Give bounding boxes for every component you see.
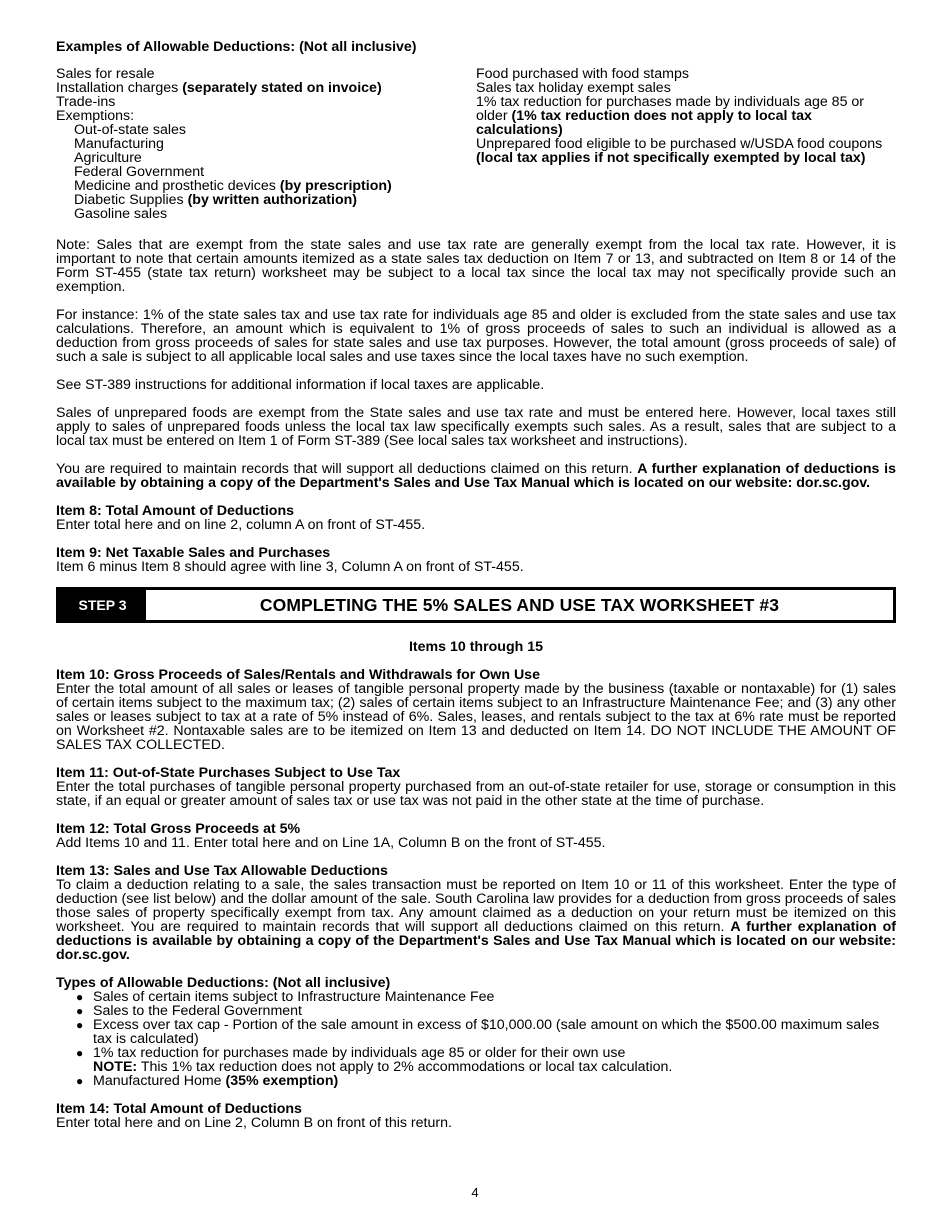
exemptions-list: [56, 123, 466, 221]
exemption-gasoline: Gasoline sales: [74, 206, 168, 222]
page-number: 4: [471, 1185, 479, 1200]
item12-heading: Item 12: Total Gross Proceeds at 5%: [56, 821, 301, 837]
records-paragraph: You are required to maintain records that will support all deductions claimed on this return. A further explanation of deductions is available by obtaining a copy of the Department's Sales and Use Tax Manual which is located on our website: dor.sc.gov.: [56, 461, 896, 491]
examples-columns: [56, 67, 896, 221]
example-installation: Installation charges (separately stated on invoice): [56, 80, 382, 96]
item14-heading: Item 14: Total Amount of Deductions: [56, 1101, 302, 1117]
item8-heading: Item 8: Total Amount of Deductions: [56, 503, 295, 519]
note-paragraph: Note: Sales that are exempt from the state sales and use tax rate are generally exempt from the local tax rate. However, it is important to note that certain amounts itemized as a state sales tax deduction on Item 7 or 13, and subtracted on Item 8 or 14 of the Form ST-455 (state tax return) worksheet may be subject to a local tax since the local tax may not specifically provide such an exemption.: [56, 237, 896, 295]
example-sales-for-resale: Sales for resale: [56, 66, 155, 82]
item8-text: Enter total here and on line 2, column A on front of ST-455.: [56, 517, 426, 533]
item9-text: Item 6 minus Item 8 should agree with line 3, Column A on front of ST-455.: [56, 559, 524, 575]
examples-right-column: [476, 67, 896, 221]
item11-text: Enter the total purchases of tangible personal property purchased from an out-of-state retailer for use, storage or consumption in this state, if an equal or greater amount of sales tax or use tax was not paid in the other state at the time of purchase.: [56, 779, 896, 809]
examples-left-column: [56, 67, 466, 221]
exemption-out-of-state: Out-of-state sales: [74, 122, 186, 138]
item10-text: Enter the total amount of all sales or leases of tangible personal property made by the business (taxable or nontaxable) for (1) sales of certain items subject to the maximum tax; (2) sales of certain items subject to an Infrastructure Maintenance Fee; and (3) any other sales or leases subject to tax at a rate of 5% instead of 6%. Sales, leases, and rentals subject to the tax at 6% rate must be reported on Worksheet #2. Nontaxable sales are to be itemized on Item 13 and deducted on Item 14. DO NOT INCLUDE THE AMOUNT OF SALES TAX COLLECTED.: [56, 681, 896, 753]
item10-heading: Item 10: Gross Proceeds of Sales/Rentals and Withdrawals for Own Use: [56, 667, 540, 683]
types-list: [56, 990, 896, 1088]
page-content: [56, 40, 896, 1130]
list-item: ● Excess over tax cap - Portion of the sale amount in excess of $10,000.00 (sale amount on which the $500.00 maximum sales tax is calculated): [76, 1018, 896, 1046]
item11-heading: Item 11: Out-of-State Purchases Subject to Use Tax: [56, 765, 401, 781]
item13-text: To claim a deduction relating to a sale, the sales transaction must be reported on Item 10 or 11 of this worksheet. Enter the type of deduction (see list below) and the dollar amount of the sale. South Carolina law provides for a deduction from gross proceeds of sales those sales of property specifically exempt from tax. Any amount claimed as a deduction on your return must be itemized on this worksheet. You are required to maintain records that will support all deductions claimed on this return. A further explanation of deductions is available by obtaining a copy of the Department's Sales and Use Tax Manual which is located on our website: dor.sc.gov.: [56, 877, 896, 963]
item12-text: Add Items 10 and 11. Enter total here and on Line 1A, Column B on the front of ST-455.: [56, 835, 606, 851]
item9-heading: Item 9: Net Taxable Sales and Purchases: [56, 545, 331, 561]
exemption-diabetic: Diabetic Supplies (by written authorization): [74, 192, 358, 208]
step3-title: COMPLETING THE 5% SALES AND USE TAX WORKSHEET #3: [259, 595, 780, 615]
item13-heading: Item 13: Sales and Use Tax Allowable Deductions: [56, 863, 388, 879]
see-paragraph: See ST-389 instructions for additional information if local taxes are applicable.: [56, 377, 545, 393]
list-item: ● 1% tax reduction for purchases made by individuals age 85 or older for their own use NOTE: This 1% tax reduction does not apply to 2% accommodations or local tax calculation.: [76, 1046, 896, 1074]
list-item: ● Sales to the Federal Government: [76, 1004, 896, 1018]
exemption-manufacturing: Manufacturing: [74, 136, 164, 152]
example-trade-ins: Trade-ins: [56, 94, 116, 110]
items-range-heading: Items 10 through 15: [408, 639, 544, 655]
example-food-stamps: Food purchased with food stamps: [476, 66, 689, 82]
list-item: ● Sales of certain items subject to Infrastructure Maintenance Fee: [76, 990, 896, 1004]
exemption-medicine: Medicine and prosthetic devices (by prescription): [74, 178, 392, 194]
list-item: ● Manufactured Home (35% exemption): [76, 1074, 896, 1088]
example-holiday: Sales tax holiday exempt sales: [476, 80, 671, 96]
types-heading: Types of Allowable Deductions: (Not all inclusive): [56, 975, 391, 991]
example-unprepared-food: Unprepared food eligible to be purchased w/USDA food coupons (local tax applies if not specifically exempted by local tax): [476, 136, 883, 166]
example-exemptions: Exemptions:: [56, 108, 135, 124]
exemption-agriculture: Agriculture: [74, 150, 142, 166]
instance-paragraph: For instance: 1% of the state sales tax and use tax rate for individuals age 85 and older is excluded from the state sales and use tax calculations. Therefore, an amount which is equivalent to 1% of gross proceeds of sales to such an individual is allowed as a deduction from gross proceeds of sales for state sales and use tax purposes. However, the total amount (gross proceeds of sale) of such a sale is subject to all applicable local sales and use taxes since the local taxes have no such exemption.: [56, 307, 896, 365]
unprepared-paragraph: Sales of unprepared foods are exempt from the State sales and use tax rate and must be entered here. However, local taxes still apply to sales of unprepared foods unless the local tax law specifically exempts such sales. As a result, sales that are subject to a local tax must be entered on Item 1 of Form ST-389 (See local sales tax worksheet and instructions).: [56, 405, 896, 449]
item14-text: Enter total here and on Line 2, Column B on front of this return.: [56, 1115, 452, 1131]
step3-banner: [56, 587, 896, 623]
example-reduction: 1% tax reduction for purchases made by individuals age 85 or older (1% tax reduction does not apply to local tax calculations): [476, 94, 865, 138]
step3-label: STEP 3: [59, 590, 146, 620]
examples-heading: Examples of Allowable Deductions: (Not all inclusive): [56, 39, 417, 55]
exemption-federal-government: Federal Government: [74, 164, 205, 180]
